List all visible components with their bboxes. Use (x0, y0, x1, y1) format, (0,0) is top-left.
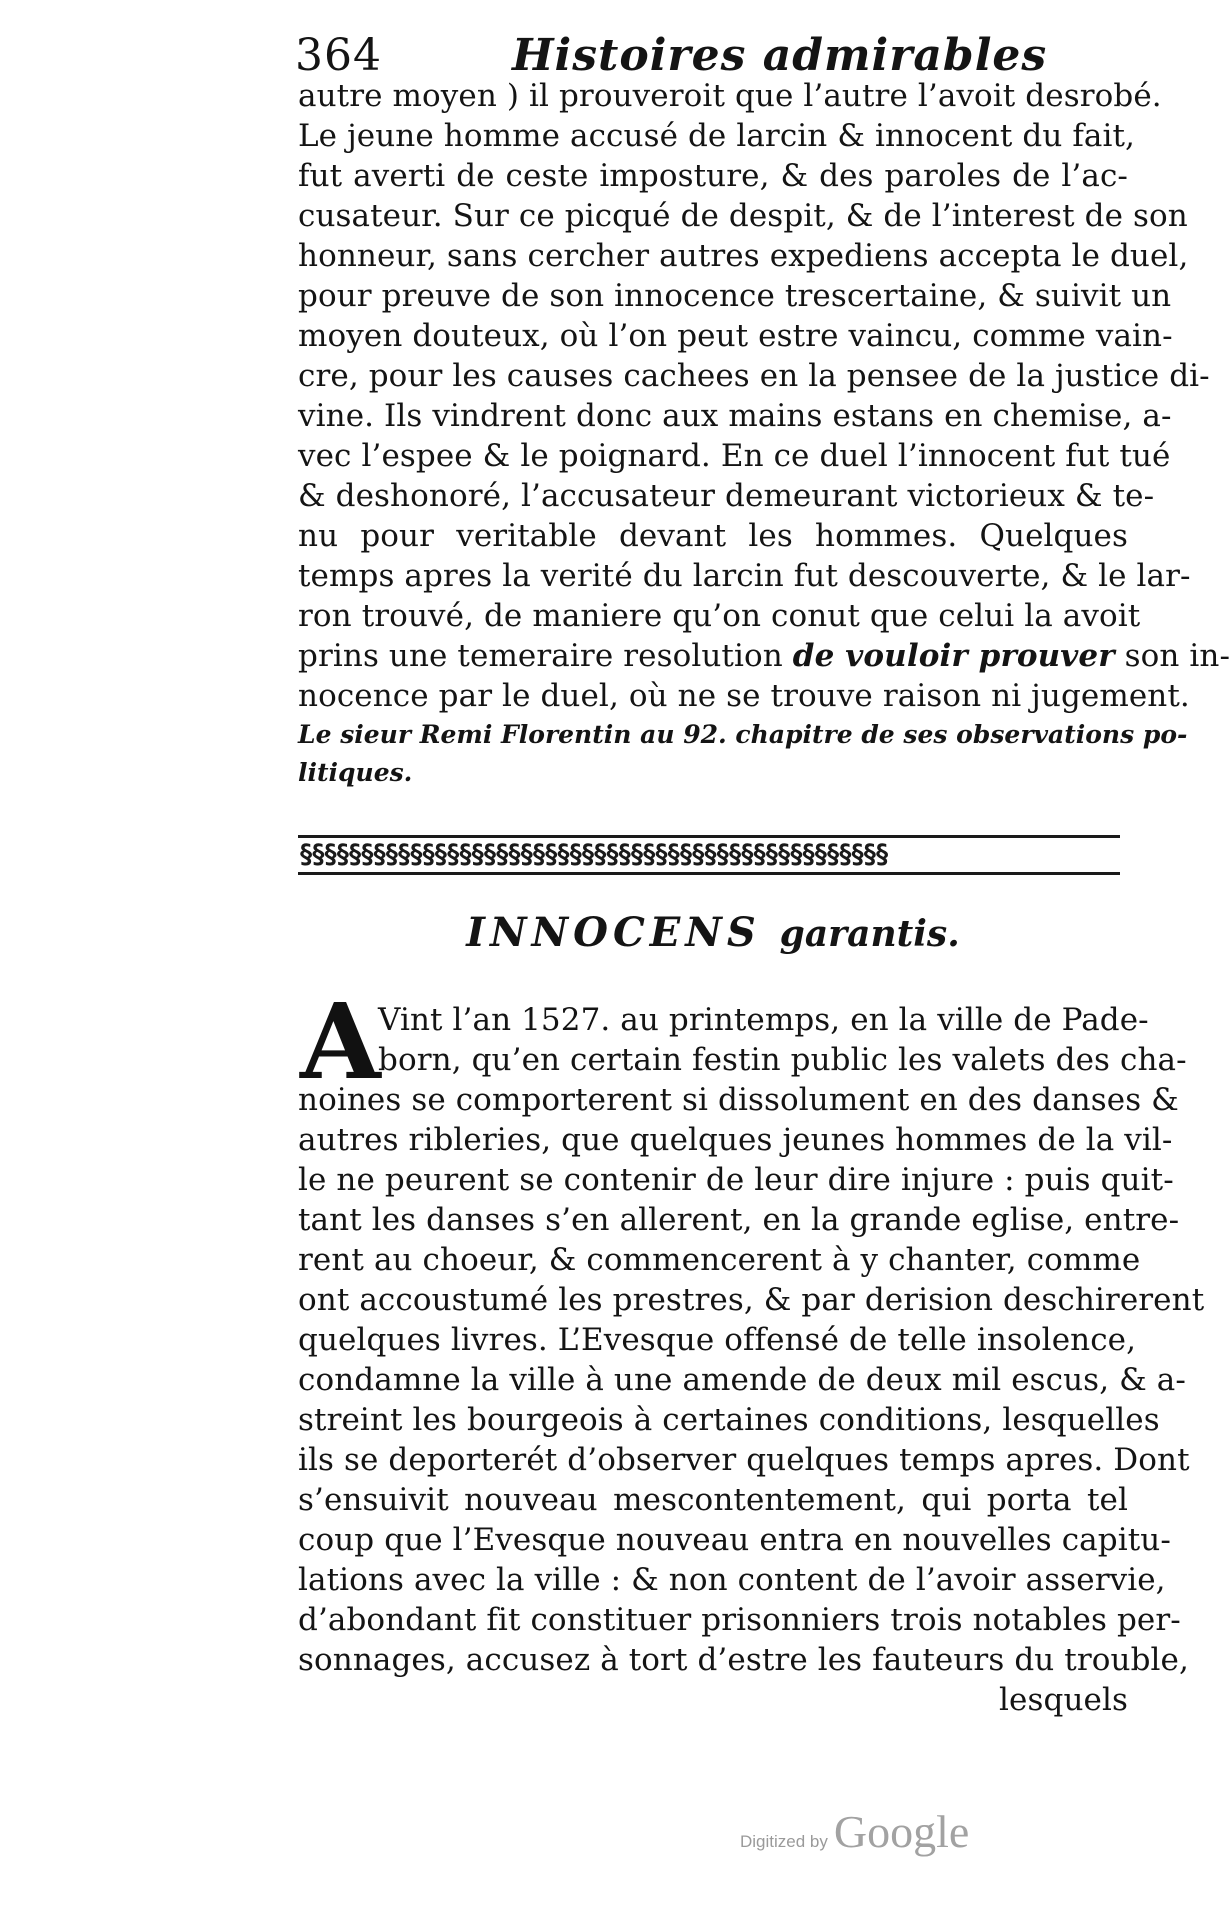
italic-phrase: de vouloir prouver (792, 638, 1115, 674)
text-line: honneur, sans cercher autres expediens accepta le duel, (298, 238, 1189, 274)
text-line: Vint l’an 1527. au printemps, en la ville de Pade- (378, 1002, 1149, 1038)
text-line: nu pour veritable devant les hommes. Quelques (298, 518, 1128, 554)
text-line: temps apres la verité du larcin fut descouverte, & le lar- (298, 558, 1191, 594)
text-line: pour preuve de son innocence trescertaine, & suivit un (298, 278, 1172, 314)
text-line: vine. Ils vindrent donc aux mains estans en chemise, a- (298, 398, 1172, 434)
text-line: cre, pour les causes cachees en la pensee de la justice di- (298, 358, 1210, 394)
text-fragment: son in- (1114, 638, 1230, 674)
source-note-line: Le sieur Remi Florentin au 92. chapitre de ses observations po- (298, 720, 1188, 749)
source-note-line: litiques. (298, 758, 413, 787)
text-line: cusateur. Sur ce picqué de despit, & de l’interest de son (298, 198, 1188, 234)
text-line: ont accoustumé les prestres, & par derision deschirerent (298, 1282, 1205, 1318)
text-line: Le jeune homme accusé de larcin & innocent du fait, (298, 118, 1136, 154)
text-line: sonnages, accusez à tort d’estre les fauteurs du trouble, (298, 1642, 1189, 1678)
text-line: noines se comporterent si dissolument en des danses & (298, 1082, 1179, 1118)
section-title (298, 905, 1128, 961)
ornament-pattern: §§§§§§§§§§§§§§§§§§§§§§§§§§§§§§§§§§§§§§§§§§§§§§§§ (298, 839, 887, 870)
text-line: & deshonoré, l’accusateur demeurant victorieux & te- (298, 478, 1155, 514)
section-title-sub: garantis. (779, 913, 960, 955)
running-title: Histoires admirables (511, 30, 1048, 81)
google-logo: Google (833, 1806, 970, 1857)
text-line: ron trouvé, de maniere qu’on conut que celui la avoit (298, 598, 1141, 634)
drop-cap: A (300, 980, 381, 1103)
ornamental-divider (298, 835, 1120, 875)
text-line: d’abondant fit constituer prisonniers trois notables per- (298, 1602, 1181, 1638)
catchword: lesquels (999, 1682, 1128, 1718)
text-line: vec l’espee & le poignard. En ce duel l’innocent fut tué (298, 438, 1171, 474)
text-line: lations avec la ville : & non content de l’avoir asservie, (298, 1562, 1166, 1598)
text-line: autre moyen ) il prouveroit que l’autre l’avoit desrobé. (298, 78, 1162, 114)
text-line: le ne peurent se contenir de leur dire injure : puis quit- (298, 1162, 1174, 1198)
text-line: s’ensuivit nouveau mescontentement, qui porta tel (298, 1482, 1128, 1518)
text-line: autres ribleries, que quelques jeunes hommes de la vil- (298, 1122, 1173, 1158)
text-line: born, qu’en certain festin public les valets des cha- (378, 1042, 1187, 1078)
section-title-main: INNOCENS (466, 909, 761, 956)
text-fragment: prins une temeraire resolution (298, 638, 793, 674)
text-line: tant les danses s’en allerent, en la grande eglise, entre- (298, 1202, 1180, 1238)
google-watermark (740, 1805, 969, 1858)
text-line (298, 636, 1230, 676)
page-number: 364 (295, 30, 382, 81)
text-line: condamne la ville à une amende de deux mil escus, & a- (298, 1362, 1186, 1398)
second-paragraph-opening (378, 1000, 1187, 1080)
text-line: coup que l’Evesque nouveau entra en nouvelles capitu- (298, 1522, 1171, 1558)
text-line: ils se deporterét d’observer quelques temps apres. Dont (298, 1442, 1190, 1478)
text-line: nocence par le duel, où ne se trouve raison ni jugement. (298, 678, 1190, 714)
text-line: moyen douteux, où l’on peut estre vaincu, comme vain- (298, 318, 1173, 354)
text-line: quelques livres. L’Evesque offensé de telle insolence, (298, 1322, 1137, 1358)
second-paragraph (298, 1080, 1205, 1720)
top-paragraph (298, 76, 1230, 792)
text-line: rent au choeur, & commencerent à y chanter, comme (298, 1242, 1141, 1278)
text-line: streint les bourgeois à certaines conditions, lesquelles (298, 1402, 1160, 1438)
watermark-caption: Digitized by (740, 1832, 828, 1851)
text-line: fut averti de ceste imposture, & des paroles de l’ac- (298, 158, 1128, 194)
